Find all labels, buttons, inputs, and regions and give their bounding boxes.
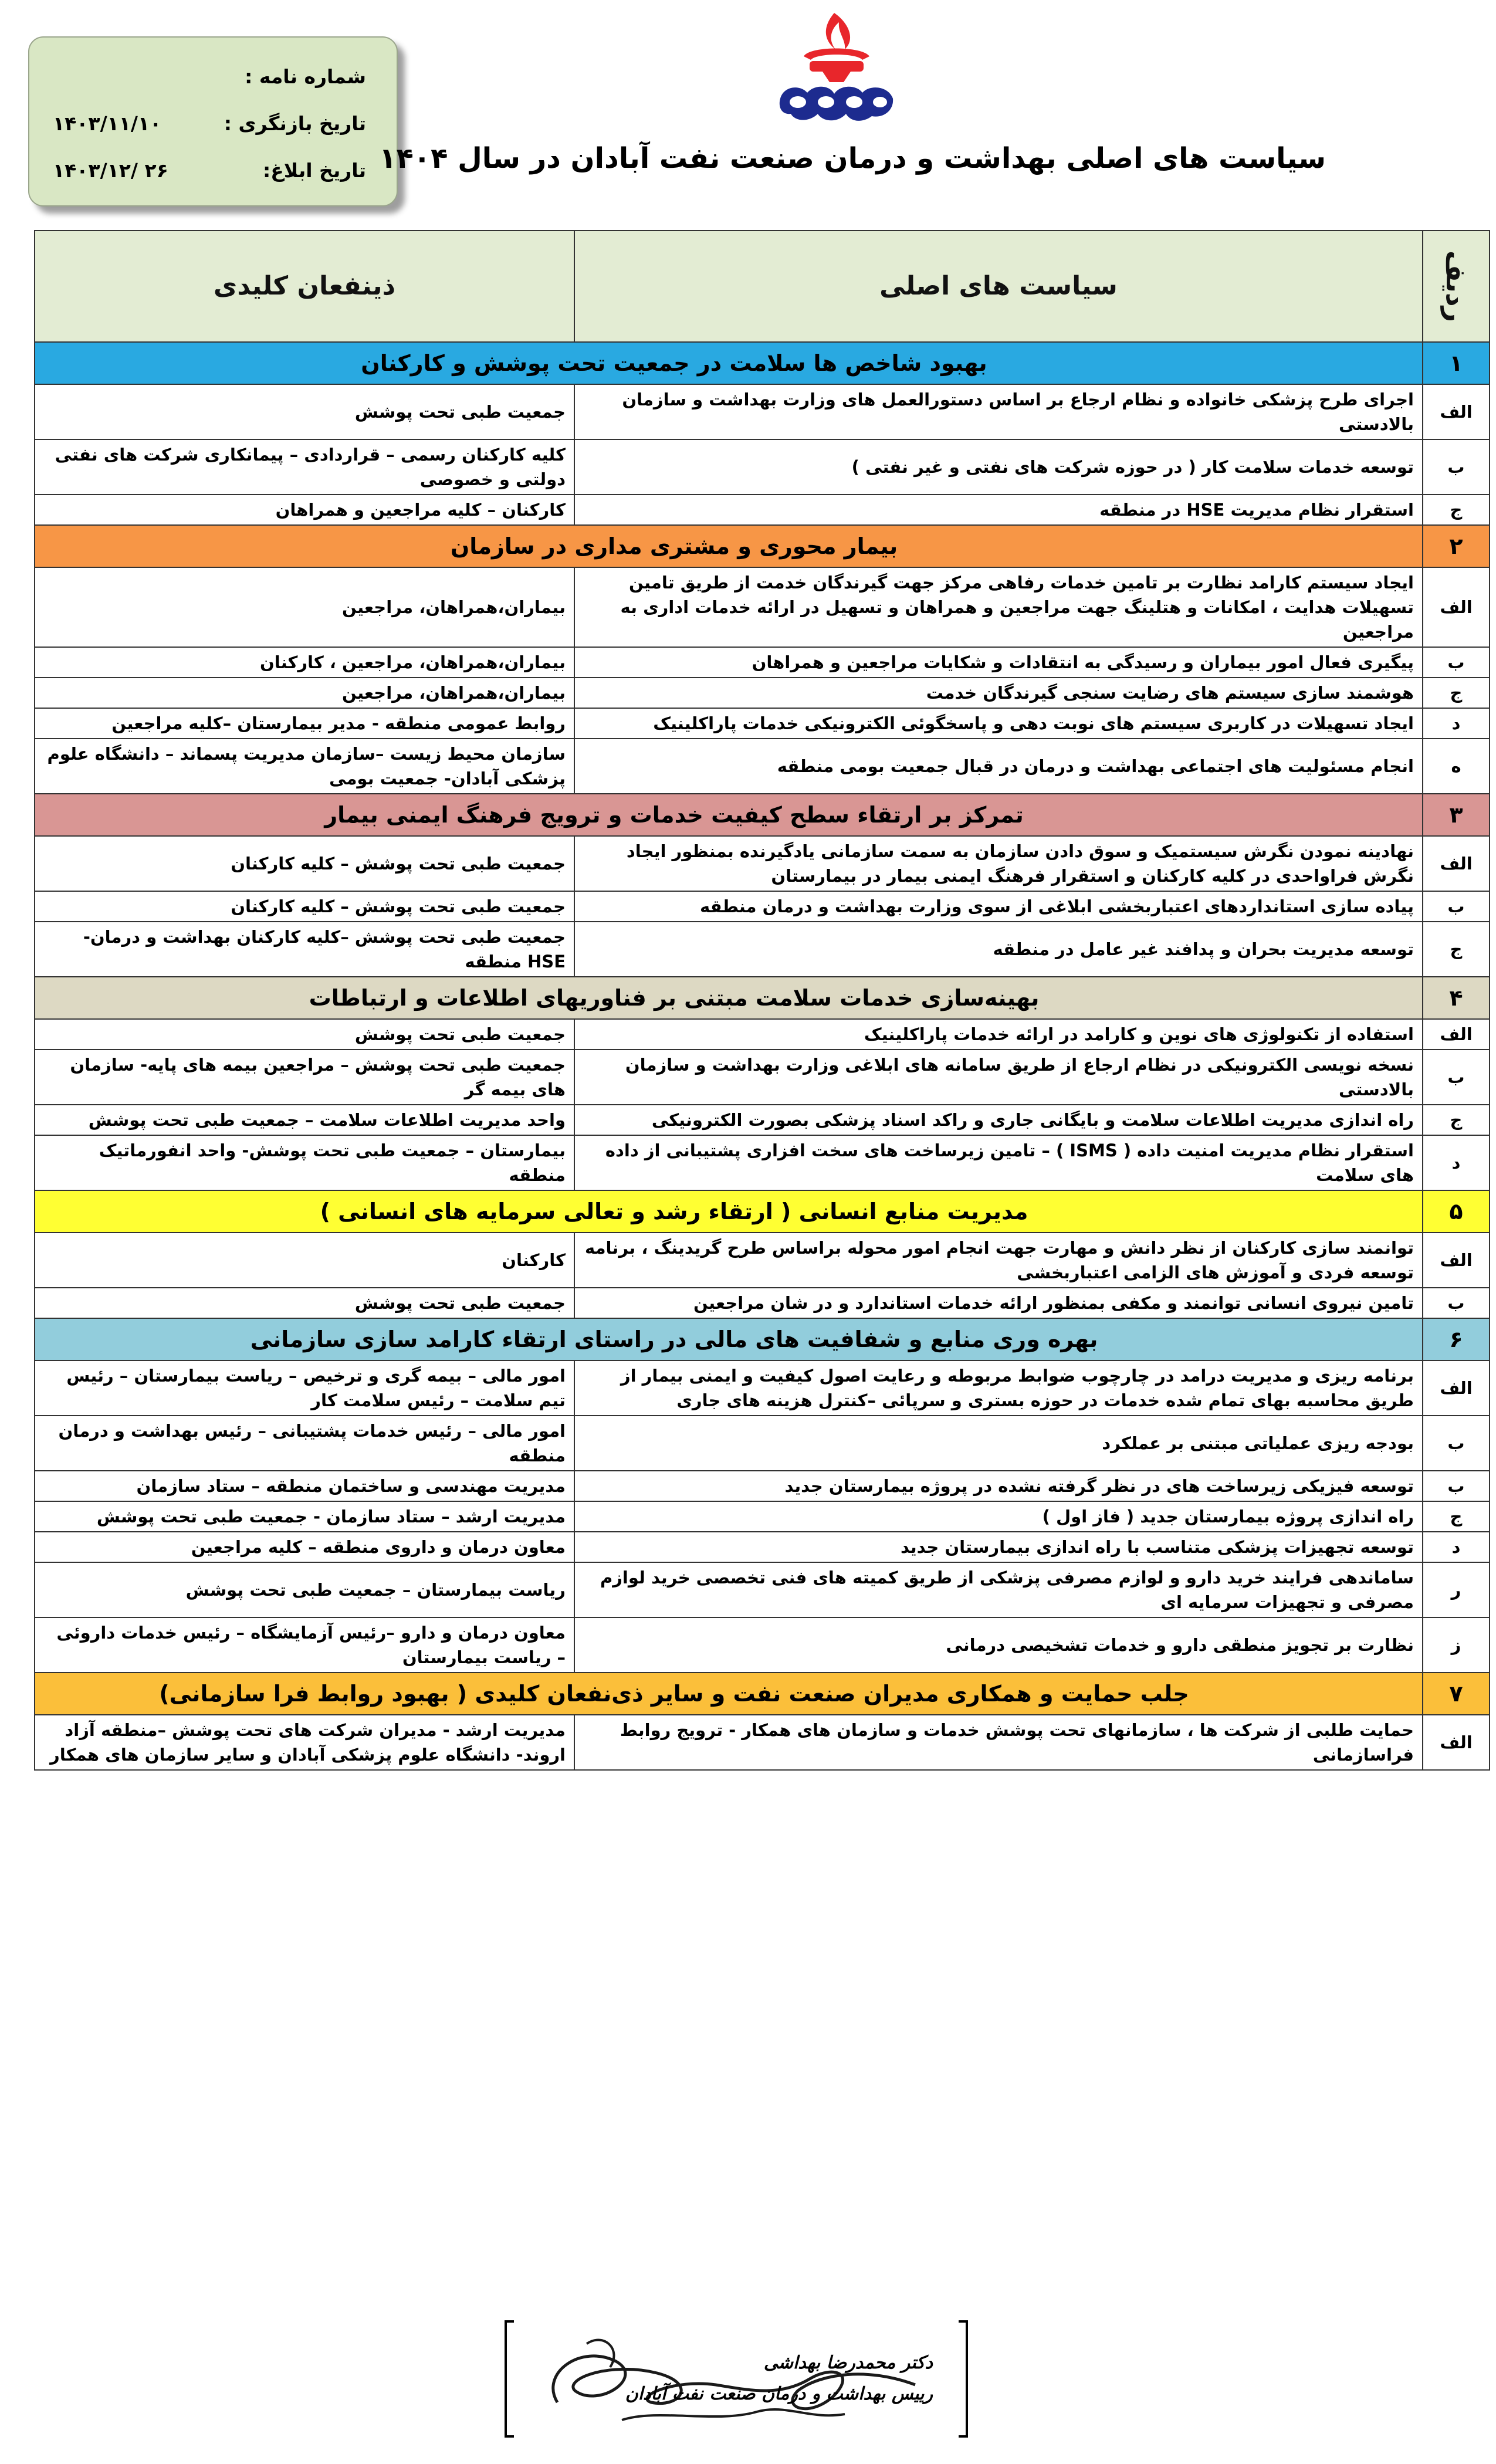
row-letter: ب (1423, 647, 1490, 678)
policy-cell: بودجه ریزی عملیاتی مبتنی بر عملکرد (574, 1416, 1423, 1471)
col-header-policies: سیاست های اصلی (574, 231, 1423, 342)
section-title: جلب حمایت و همکاری مدیران صنعت نفت و سایر ذی‌نفعان کلیدی ( بهبود روابط فرا سازمانی) (35, 1673, 1423, 1715)
table-row (35, 836, 1490, 891)
section-title: بهینه‌سازی خدمات سلامت مبتنی بر فناوریهای اطلاعات و ارتباطات (35, 977, 1423, 1019)
table-row (35, 1471, 1490, 1501)
table-row (35, 1617, 1490, 1673)
review-date-label: تاریخ بازنگری : (224, 111, 366, 135)
section-header-row (35, 1318, 1490, 1360)
section-number: ۷ (1423, 1673, 1490, 1715)
stakeholders-cell: معاون درمان و دارو –رئیس آزمایشگاه – رئیس خدمات داروئی – ریاست بیمارستان (35, 1617, 574, 1673)
section-title: بیمار محوری و مشتری مداری در سازمان (35, 525, 1423, 567)
review-date-line (53, 100, 366, 147)
policy-cell: توسعه خدمات سلامت کار ( در حوزه شرکت های نفتی و غیر نفتی ) (574, 439, 1423, 495)
row-letter: الف (1423, 1019, 1490, 1050)
letter-number-line (53, 53, 366, 100)
stakeholders-cell: جمعیت طبی تحت پوشش (35, 384, 574, 439)
table-row (35, 1715, 1490, 1770)
stakeholders-cell: واحد مدیریت اطلاعات سلامت – جمعیت طبی تحت پوشش (35, 1105, 574, 1135)
row-letter: الف (1423, 1233, 1490, 1288)
row-letter: ج (1423, 1105, 1490, 1135)
stakeholders-cell: جمعیت طبی تحت پوشش –کلیه کارکنان بهداشت و درمان- HSE منطقه (35, 922, 574, 977)
stakeholders-cell: مدیریت مهندسی و ساختمان منطقه – ستاد سازمان (35, 1471, 574, 1501)
stakeholders-cell: جمعیت طبی تحت پوشش – کلیه کارکنان (35, 836, 574, 891)
table-header-row (35, 231, 1490, 342)
table-row (35, 1135, 1490, 1190)
section-header-row (35, 342, 1490, 384)
table-row (35, 1288, 1490, 1318)
section-number: ۴ (1423, 977, 1490, 1019)
policy-cell: نسخه نویسی الکترونیکی در نظام ارجاع از طریق سامانه های ابلاغی وزارت بهداشت و سازمان بالادستی (574, 1050, 1423, 1105)
table-row (35, 1501, 1490, 1532)
row-letter: د (1423, 1135, 1490, 1190)
policy-cell: توسعه تجهیزات پزشکی متناسب با راه اندازی بیمارستان جدید (574, 1532, 1423, 1562)
page-title: سیاست های اصلی بهداشت و درمان صنعت نفت آبادان در سال ۱۴۰۴ (379, 142, 1326, 175)
policy-cell: پیگیری فعال امور بیماران و رسیدگی به انتقادات و شکایات مراجعین و همراهان (574, 647, 1423, 678)
section-title: بهبود شاخص ها سلامت در جمعیت تحت پوشش و کارکنان (35, 342, 1423, 384)
policy-cell: ایجاد تسهیلات در کاربری سیستم های نوبت دهی و پاسخگوئی الکترونیکی خدمات پاراکلینیک (574, 708, 1423, 739)
table-row (35, 495, 1490, 525)
section-number: ۵ (1423, 1190, 1490, 1233)
stakeholders-cell: معاون درمان و داروی منطقه – کلیه مراجعین (35, 1532, 574, 1562)
stakeholders-cell: بیماران،همراهان، مراجعین ، کارکنان (35, 647, 574, 678)
row-letter: ب (1423, 1416, 1490, 1471)
row-letter: ج (1423, 1501, 1490, 1532)
table-row (35, 439, 1490, 495)
section-header-row (35, 977, 1490, 1019)
table-row (35, 567, 1490, 647)
table-row (35, 1360, 1490, 1416)
table-row (35, 1562, 1490, 1617)
signatory-title: رییس بهداشت و درمان صنعت نفت آبادان (625, 2384, 933, 2404)
row-letter: الف (1423, 836, 1490, 891)
policy-cell: استقرار نظام مدیریت HSE در منطقه (574, 495, 1423, 525)
row-letter: د (1423, 1532, 1490, 1562)
row-letter: ه (1423, 739, 1490, 794)
table-row (35, 708, 1490, 739)
policy-cell: تامین نیروی انسانی توانمند و مکفی بمنظور ارائه خدمات استاندارد و در شان مراجعین (574, 1288, 1423, 1318)
table-row (35, 1105, 1490, 1135)
stakeholders-cell: جمعیت طبی تحت پوشش (35, 1019, 574, 1050)
section-number: ۲ (1423, 525, 1490, 567)
stakeholders-cell: کارکنان – کلیه مراجعین و همراهان (35, 495, 574, 525)
row-letter: ب (1423, 1288, 1490, 1318)
stakeholders-cell: امور مالی – بیمه گری و ترخیص – ریاست بیمارستان – رئیس تیم سلامت – رئیس سلامت کار (35, 1360, 574, 1416)
row-letter: ر (1423, 1562, 1490, 1617)
table-row (35, 922, 1490, 977)
table-row (35, 678, 1490, 708)
policy-table-body (35, 342, 1490, 1770)
policy-cell: نظارت بر تجویز منطقی دارو و خدمات تشخیصی درمانی (574, 1617, 1423, 1673)
table-row (35, 384, 1490, 439)
policy-cell: ساماندهی فرایند خرید دارو و لوازم مصرفی پزشکی از طریق کمیته های فنی تخصصی خرید لوازم مصرفی و تجهیزات سرمایه ای (574, 1562, 1423, 1617)
table-row (35, 647, 1490, 678)
policy-cell: ایجاد سیستم کارامد نظارت بر تامین خدمات رفاهی مرکز جهت گیرندگان خدمت از طریق تامین تسهیلات هدایت ، امکانات و هتلینگ جهت مراجعین و همراهان و تسهیل در ارائه خدمات اداری به مراجعین (574, 567, 1423, 647)
policy-cell: هوشمند سازی سیستم های رضایت سنجی گیرندگان خدمت (574, 678, 1423, 708)
policy-table (34, 230, 1490, 1771)
row-letter: ج (1423, 495, 1490, 525)
section-header-row (35, 1673, 1490, 1715)
section-title: مدیریت منابع انسانی ( ارتقاء رشد و تعالی سرمایه های انسانی ) (35, 1190, 1423, 1233)
letter-info-box (28, 36, 398, 207)
stakeholders-cell: جمعیت طبی تحت پوشش – کلیه کارکنان (35, 891, 574, 922)
row-letter: ج (1423, 678, 1490, 708)
stakeholders-cell: جمعیت طبی تحت پوشش (35, 1288, 574, 1318)
row-letter: الف (1423, 567, 1490, 647)
notify-date-line (53, 147, 366, 194)
section-header-row (35, 1190, 1490, 1233)
handwritten-signature-icon (505, 2309, 968, 2443)
table-row (35, 1050, 1490, 1105)
row-letter: ب (1423, 1050, 1490, 1105)
row-letter: الف (1423, 1715, 1490, 1770)
section-number: ۳ (1423, 794, 1490, 836)
row-letter: ب (1423, 439, 1490, 495)
notify-date-value: ۱۴۰۳/۱۲/ ۲۶ (53, 158, 168, 182)
policy-cell: توسعه فیزیکی زیرساخت های در نظر گرفته نشده در پروژه بیمارستان جدید (574, 1471, 1423, 1501)
stakeholders-cell: کارکنان (35, 1233, 574, 1288)
section-header-row (35, 794, 1490, 836)
section-number: ۶ (1423, 1318, 1490, 1360)
table-row (35, 1019, 1490, 1050)
row-letter: ج (1423, 922, 1490, 977)
policy-cell: حمایت طلبی از شرکت ها ، سازمانهای تحت پوشش خدمات و سازمان های همکار - ترویج روابط فراسازمانی (574, 1715, 1423, 1770)
stakeholders-cell: کلیه کارکنان رسمی – قراردادی – پیمانکاری شرکت های نفتی دولتی و خصوصی (35, 439, 574, 495)
table-row (35, 891, 1490, 922)
table-row (35, 1233, 1490, 1288)
section-header-row (35, 525, 1490, 567)
section-title: تمرکز بر ارتقاء سطح کیفیت خدمات و ترویج فرهنگ ایمنی بیمار (35, 794, 1423, 836)
policy-cell: استقرار نظام مدیریت امنیت داده ( ISMS ) – تامین زیرساخت های سخت افزاری پشتیبانی از داده های سلامت (574, 1135, 1423, 1190)
notify-date-label: تاریخ ابلاغ: (263, 158, 366, 182)
section-title: بهره وری منابع و شفافیت های مالی در راستای ارتقاء کارامد سازی سازمانی (35, 1318, 1423, 1360)
signature-block (505, 2309, 968, 2443)
col-header-stakeholders: ذینفعان کلیدی (35, 231, 574, 342)
policy-cell: توانمند سازی کارکنان از نظر دانش و مهارت جهت انجام امور محوله براساس طرح گریدینگ ، برنامه توسعه فردی و آموزش های الزامی اعتباربخشی (574, 1233, 1423, 1288)
row-letter: د (1423, 708, 1490, 739)
review-date-value: ۱۴۰۳/۱۱/۱۰ (53, 111, 162, 135)
stakeholders-cell: بیماران،همراهان، مراجعین (35, 678, 574, 708)
policy-cell: راه اندازی مدیریت اطلاعات سلامت و بایگانی جاری و راکد اسناد پزشکی بصورت الکترونیکی (574, 1105, 1423, 1135)
row-letter: ب (1423, 891, 1490, 922)
stakeholders-cell: امور مالی – رئیس خدمات پشتیبانی – رئیس بهداشت و درمان منطقه (35, 1416, 574, 1471)
policy-cell: انجام مسئولیت های اجتماعی بهداشت و درمان در قبال جمعیت بومی منطقه (574, 739, 1423, 794)
signatory-name: دکتر محمدرضا بهداشی (763, 2353, 933, 2373)
policy-cell: اجرای طرح پزشکی خانواده و نظام ارجاع بر اساس دستورالعمل های وزارت بهداشت و سازمان بالادستی (574, 384, 1423, 439)
table-row (35, 739, 1490, 794)
row-letter: الف (1423, 1360, 1490, 1416)
policy-cell: راه اندازی پروژه بیمارستان جدید ( فاز اول ) (574, 1501, 1423, 1532)
table-row (35, 1416, 1490, 1471)
stakeholders-cell: بیمارستان – جمعیت طبی تحت پوشش- واحد انفورماتیک منطقه (35, 1135, 574, 1190)
stakeholders-cell: ریاست بیمارستان – جمعیت طبی تحت پوشش (35, 1562, 574, 1617)
row-letter: ز (1423, 1617, 1490, 1673)
stakeholders-cell: بیماران،همراهان، مراجعین (35, 567, 574, 647)
stakeholders-cell: مدیریت ارشد – ستاد سازمان - جمعیت طبی تحت پوشش (35, 1501, 574, 1532)
stakeholders-cell: جمعیت طبی تحت پوشش – مراجعین بیمه های پایه- سازمان های بیمه گر (35, 1050, 574, 1105)
table-row (35, 1532, 1490, 1562)
policy-cell: توسعه مدیریت بحران و پدافند غیر عامل در منطقه (574, 922, 1423, 977)
stakeholders-cell: روابط عمومی منطقه - مدیر بیمارستان –کلیه مراجعین (35, 708, 574, 739)
stakeholders-cell: مدیریت ارشد - مدیران شرکت های تحت پوشش –منطقه آزاد اروند- دانشگاه علوم پزشکی آبادان و سایر سازمان های همکار (35, 1715, 574, 1770)
section-number: ۱ (1423, 342, 1490, 384)
policy-cell: پیاده سازی استانداردهای اعتباربخشی ابلاغی از سوی وزارت بهداشت و درمان منطقه (574, 891, 1423, 922)
row-letter: الف (1423, 384, 1490, 439)
nioc-flame-logo-icon (769, 11, 903, 137)
stakeholders-cell: سازمان محیط زیست –سازمان مدیریت پسماند – دانشگاه علوم پزشکی آبادان- جمعیت بومی (35, 739, 574, 794)
row-letter: ب (1423, 1471, 1490, 1501)
letter-number-label: شماره نامه : (245, 65, 366, 88)
col-header-row-number: ردیف (1423, 231, 1490, 342)
policy-cell: نهادینه نمودن نگرش سیستمیک و سوق دادن سازمان به سمت سازمانی یادگیرنده بمنظور ایجاد نگرش فراواحدی در کلیه کارکنان و استقرار فرهنگ ایمنی بیمار در بیمارستان (574, 836, 1423, 891)
policy-cell: استفاده از تکنولوژی های نوین و کارامد در ارائه خدمات پاراکلینیک (574, 1019, 1423, 1050)
policy-cell: برنامه ریزی و مدیریت درامد در چارچوب ضوابط مربوطه و رعایت اصول کیفیت و ایمنی بیمار از طریق محاسبه بهای تمام شده خدمات در حوزه بستری و سرپائی –کنترل هزینه های جاری (574, 1360, 1423, 1416)
